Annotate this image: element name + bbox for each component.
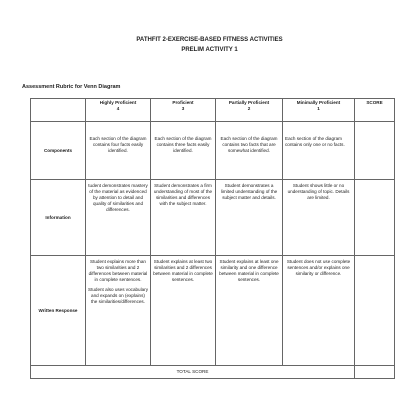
table-header-row: [31, 99, 395, 122]
total-score-label: TOTAL SCORE: [31, 366, 355, 379]
row-label-information: Information: [31, 180, 86, 256]
table-cell: Student demonstrates a limited understanding of the subject matter and details.: [216, 180, 283, 256]
row-label-components: Components: [31, 122, 86, 180]
total-row: [31, 366, 395, 379]
table-cell: Student explains more than two similarities and 2 differences between material in complete sentences. Student also uses vocabulary and expands on (explains) the similarities/differences.: [86, 256, 151, 366]
table-cell: Student shows little or no understanding of topic. Details are limited.: [283, 180, 355, 256]
rubric-table: [30, 98, 395, 379]
table-row: [31, 180, 395, 256]
header-highly-proficient: Highly Proficient 4: [86, 99, 151, 122]
score-cell: [355, 180, 395, 256]
score-cell: [355, 122, 395, 180]
table-cell: Student demonstrates a firm understanding of most of the similarities and differences with the subject matter.: [151, 180, 216, 256]
rubric-title: Assessment Rubric for Venn Diagram: [22, 84, 121, 90]
table-cell: Student explains at least two similarities and 2 differences between material in complete sentences.: [151, 256, 216, 366]
table-cell: tudent demonstrates mastery of the material as evidenced by attention to detail and quality of similarities and differences.: [86, 180, 151, 256]
document-title: PATHFIT 2-EXERCISE-BASED FITNESS ACTIVITIES: [136, 37, 283, 43]
table-cell: Student explains at least one similarity and one difference between material in complete sentences.: [216, 256, 283, 366]
table-cell: Each section of the diagram contains four facts easily identified.: [86, 122, 151, 180]
table-cell: Student does not use complete sentences and/or explains one similarity or difference.: [283, 256, 355, 366]
header-minimally-proficient: Minimally Proficient 1: [283, 99, 355, 122]
row-label-written-response: Written Response: [31, 256, 86, 366]
table-row: [31, 122, 395, 180]
header-cell-empty: [31, 99, 86, 122]
table-cell: Each section of the diagram contains only one or no facts.: [283, 122, 355, 180]
header-partially-proficient: Partially Proficient 2: [216, 99, 283, 122]
table-row: [31, 256, 395, 366]
header-proficient: Proficient 3: [151, 99, 216, 122]
table-cell: Each section of the diagram contains two facts that are somewhat identified.: [216, 122, 283, 180]
total-score-cell: [355, 366, 395, 379]
header-score: SCORE: [355, 99, 395, 122]
score-cell: [355, 256, 395, 366]
table-cell: Each section of the diagram contains three facts easily identified.: [151, 122, 216, 180]
document-subtitle: PRELIM ACTIVITY 1: [181, 47, 238, 53]
